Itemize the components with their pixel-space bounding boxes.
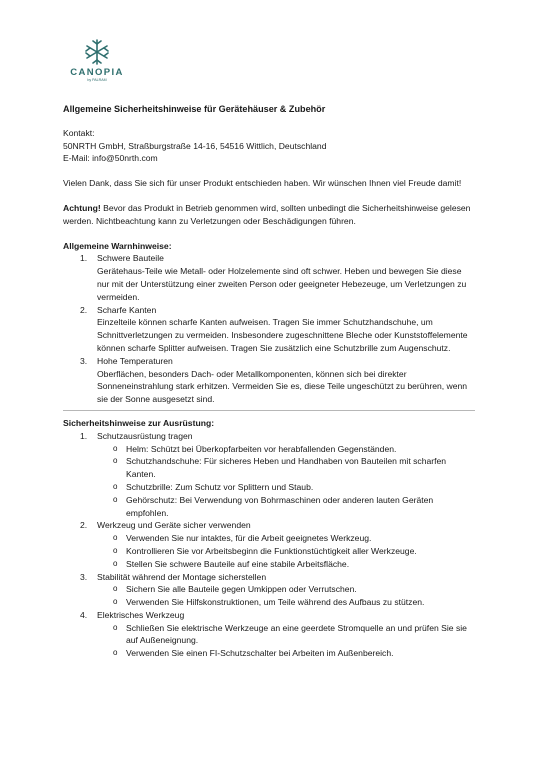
item-title: Hohe Temperaturen — [97, 355, 173, 366]
sub-item-text: Sichern Sie alle Bauteile gegen Umkippen oder Verrutschen. — [126, 584, 357, 595]
bullet-icon: o — [113, 456, 118, 466]
snowflake-tree-icon — [84, 38, 110, 66]
item-title: Schutzausrüstung tragen — [97, 430, 193, 441]
sub-item-text: Gehörschutz: Bei Verwendung von Bohrmaschinen oder anderen lauten Geräten empfohlen. — [126, 494, 434, 518]
sub-list-item — [63, 443, 475, 456]
item-number: 2. — [80, 304, 88, 315]
item-text: Einzelteile können scharfe Kanten aufweisen. Tragen Sie immer Schutzhandschuhe, um Schnittverletzungen zu vermeiden. Insbesondere zugeschnittene Bleche oder Kunststoffelemente können scharfe Splitter aufweisen. Tragen Sie zusätzlich eine Schutzbrille zum Augenschutz. — [97, 317, 468, 353]
bullet-icon: o — [113, 494, 118, 504]
contact-label: Kontakt: — [63, 127, 95, 138]
general-warnings-list — [63, 252, 475, 406]
item-number: 1. — [80, 253, 88, 264]
sub-list-item — [63, 545, 475, 558]
contact-email: E-Mail: info@50nrth.com — [63, 153, 158, 164]
sub-list — [97, 622, 475, 660]
item-number: 1. — [80, 430, 88, 441]
list-item — [63, 304, 475, 355]
sub-item-text: Schutzhandschuhe: Für sicheres Heben und Handhaben von Bauteilen mit scharfen Kanten. — [126, 456, 447, 480]
item-text: Gerätehaus-Teile wie Metall- oder Holzelemente sind oft schwer. Heben und bewegen Sie diese nur mit der Unterstützung einer zweiten Person oder geeigneter Hebezeuge, um Verletzungen zu vermeiden. — [97, 266, 467, 302]
bullet-icon: o — [113, 481, 118, 491]
logo-byline: by PALRAM — [87, 78, 107, 82]
sub-list-item — [63, 481, 475, 494]
thanks-paragraph: Vielen Dank, dass Sie sich für unser Produkt entschieden haben. Wir wünschen Ihnen viel Freude damit! — [63, 178, 462, 189]
bullet-icon: o — [113, 648, 118, 658]
list-item — [63, 355, 475, 406]
item-number: 2. — [80, 520, 88, 531]
list-item — [63, 519, 475, 570]
sub-list-item — [63, 558, 475, 571]
bullet-icon: o — [113, 558, 118, 568]
sub-item-text: Helm: Schützt bei Überkopfarbeiten vor herabfallenden Gegenständen. — [126, 443, 397, 454]
warning-lead: Achtung! — [63, 202, 101, 213]
item-number: 4. — [80, 609, 88, 620]
list-item — [63, 252, 475, 303]
item-title: Werkzeug und Geräte sicher verwenden — [97, 520, 251, 531]
sub-item-text: Verwenden Sie nur intaktes, für die Arbeit geeignetes Werkzeug. — [126, 533, 372, 544]
warning-text: Bevor das Produkt in Betrieb genommen wird, sollten unbedingt die Sicherheitshinweise gelesen werden. Nichtbeachtung kann zu Verletzungen oder Beschädigungen führen. — [63, 202, 471, 226]
sub-item-text: Verwenden Sie einen FI-Schutzschalter bei Arbeiten im Außenbereich. — [126, 648, 394, 659]
bullet-icon: o — [113, 545, 118, 555]
item-title: Stabilität während der Montage sicherstellen — [97, 571, 267, 582]
sub-list-item — [63, 455, 475, 481]
sub-list — [97, 443, 475, 520]
contact-company: 50NRTH GmbH, Straßburgstraße 14-16, 54516 Wittlich, Deutschland — [63, 140, 327, 151]
bullet-icon: o — [113, 597, 118, 607]
sub-list-item — [63, 583, 475, 596]
item-title: Scharfe Kanten — [97, 304, 157, 315]
sub-list-item — [63, 647, 475, 660]
sub-list-item — [63, 596, 475, 609]
bullet-icon: o — [113, 443, 118, 453]
bullet-icon: o — [113, 584, 118, 594]
general-warnings-heading: Allgemeine Warnhinweise: — [63, 240, 172, 251]
bullet-icon: o — [113, 533, 118, 543]
bullet-icon: o — [113, 622, 118, 632]
document-body — [63, 103, 475, 660]
item-text: Oberflächen, besonders Dach- oder Metallkomponenten, können sich bei direkter Sonneneinstrahlung stark erhitzen. Vermeiden Sie es, diese Teile ungeschützt zu berühren, wenn sie der Sonne ausgesetzt sind. — [97, 368, 468, 405]
sub-list-item — [63, 622, 475, 648]
sub-list — [97, 583, 475, 609]
item-number: 3. — [80, 355, 88, 366]
sub-list-item — [63, 494, 475, 520]
sub-item-text: Schutzbrille: Zum Schutz vor Splittern und Staub. — [126, 481, 314, 492]
sub-list-item — [63, 532, 475, 545]
sub-item-text: Kontrollieren Sie vor Arbeitsbeginn die Funktionstüchtigkeit aller Werkzeuge. — [126, 545, 417, 556]
section-divider — [63, 410, 475, 411]
logo-wordmark: CANOPIA — [70, 67, 124, 78]
item-title: Schwere Bauteile — [97, 253, 164, 264]
warning-paragraph — [63, 202, 475, 228]
sub-item-text: Verwenden Sie Hilfskonstruktionen, um Teile während des Aufbaus zu stützen. — [126, 597, 425, 608]
list-item — [63, 571, 475, 609]
list-item — [63, 609, 475, 660]
sub-list — [97, 532, 475, 570]
contact-block — [63, 127, 475, 165]
equipment-list — [63, 430, 475, 660]
item-number: 3. — [80, 571, 88, 582]
item-title: Elektrisches Werkzeug — [97, 609, 185, 620]
canopia-logo — [66, 38, 128, 82]
equipment-heading: Sicherheitshinweise zur Ausrüstung: — [63, 417, 215, 428]
document-title: Allgemeine Sicherheitshinweise für Gerätehäuser & Zubehör — [63, 104, 326, 114]
sub-item-text: Stellen Sie schwere Bauteile auf eine stabile Arbeitsfläche. — [126, 558, 350, 569]
sub-item-text: Schließen Sie elektrische Werkzeuge an eine geerdete Stromquelle an und prüfen Sie sie auf Außeneignung. — [126, 622, 467, 646]
list-item — [63, 430, 475, 520]
